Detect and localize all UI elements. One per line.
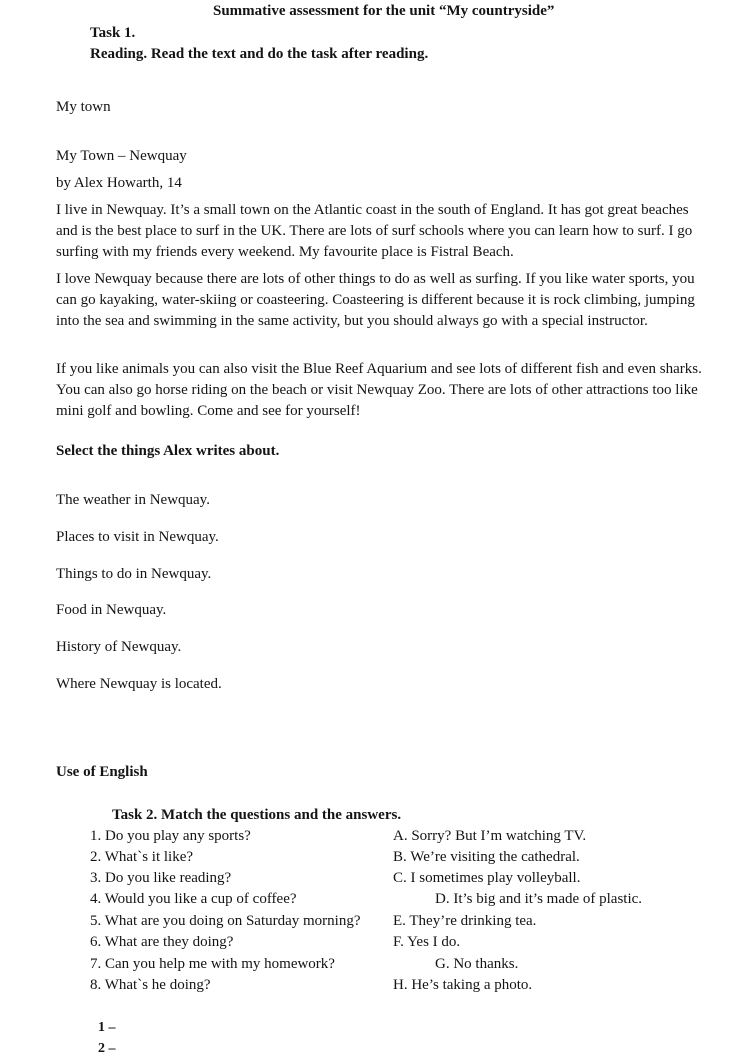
match-answer: B. We’re visiting the cathedral. — [393, 849, 580, 865]
select-option: Food in Newquay. — [56, 602, 167, 618]
task1-instruction: Reading. Read the text and do the task after reading. — [90, 46, 429, 62]
match-question: 5. What are you doing on Saturday morning? — [90, 913, 361, 929]
match-question: 7. Can you help me with my homework? — [90, 956, 335, 972]
section-label: My town — [56, 99, 111, 115]
document-title: Summative assessment for the unit “My countryside” — [213, 3, 555, 19]
select-option: Places to visit in Newquay. — [56, 529, 219, 545]
article-paragraph-3: If you like animals you can also visit the Blue Reef Aquarium and see lots of different fish and even sharks. You can also go horse riding on the beach or visit Newquay Zoo. There are lots of other attractions too like mini golf and bowling. Come and see for yourself! — [56, 361, 702, 420]
match-question: 8. What`s he doing? — [90, 977, 211, 993]
match-answer: A. Sorry? But I’m watching TV. — [393, 828, 587, 844]
article-title: My Town – Newquay — [56, 148, 187, 164]
article-paragraph-1: I live in Newquay. It’s a small town on the Atlantic coast in the south of England. It has got great beaches and is the best place to surf in the UK. There are lots of surf schools where you can learn how to surf. I go surfing with my friends every weekend. My favourite place is Fistral Beach. — [56, 202, 693, 261]
article-byline: by Alex Howarth, 14 — [56, 175, 182, 191]
task1-label: Task 1. — [90, 25, 136, 41]
use-of-english-heading: Use of English — [56, 764, 148, 780]
select-option: Things to do in Newquay. — [56, 566, 212, 582]
match-question: 4. Would you like a cup of coffee? — [90, 891, 297, 907]
task2-title: Task 2. Match the questions and the answers. — [112, 807, 402, 823]
match-question: 2. What`s it like? — [90, 849, 194, 865]
match-answer: G. No thanks. — [435, 956, 519, 972]
match-answer: E. They’re drinking tea. — [393, 913, 537, 929]
select-option: Where Newquay is located. — [56, 676, 222, 692]
match-question: 1. Do you play any sports? — [90, 828, 251, 844]
select-option: History of Newquay. — [56, 639, 182, 655]
match-answer: H. He’s taking a photo. — [393, 977, 533, 993]
match-answer: D. It’s big and it’s made of plastic. — [435, 891, 643, 907]
match-answer: F. Yes I do. — [393, 934, 461, 950]
select-option: The weather in Newquay. — [56, 492, 210, 508]
select-task-prompt: Select the things Alex writes about. — [56, 443, 280, 459]
article-paragraph-2: I love Newquay because there are lots of other things to do as well as surfing. If you like water sports, you can go kayaking, water-skiing or coasteering. Coasteering is different because it is rock climbing, jumping into the sea and swimming in the same activity, but you should always go with a special instructor. — [56, 271, 695, 330]
answer-slot: 1 – — [98, 1020, 116, 1035]
match-answer: C. I sometimes play volleyball. — [393, 870, 581, 886]
match-question: 3. Do you like reading? — [90, 870, 232, 886]
match-question: 6. What are they doing? — [90, 934, 234, 950]
answer-slot: 2 – — [98, 1041, 116, 1056]
